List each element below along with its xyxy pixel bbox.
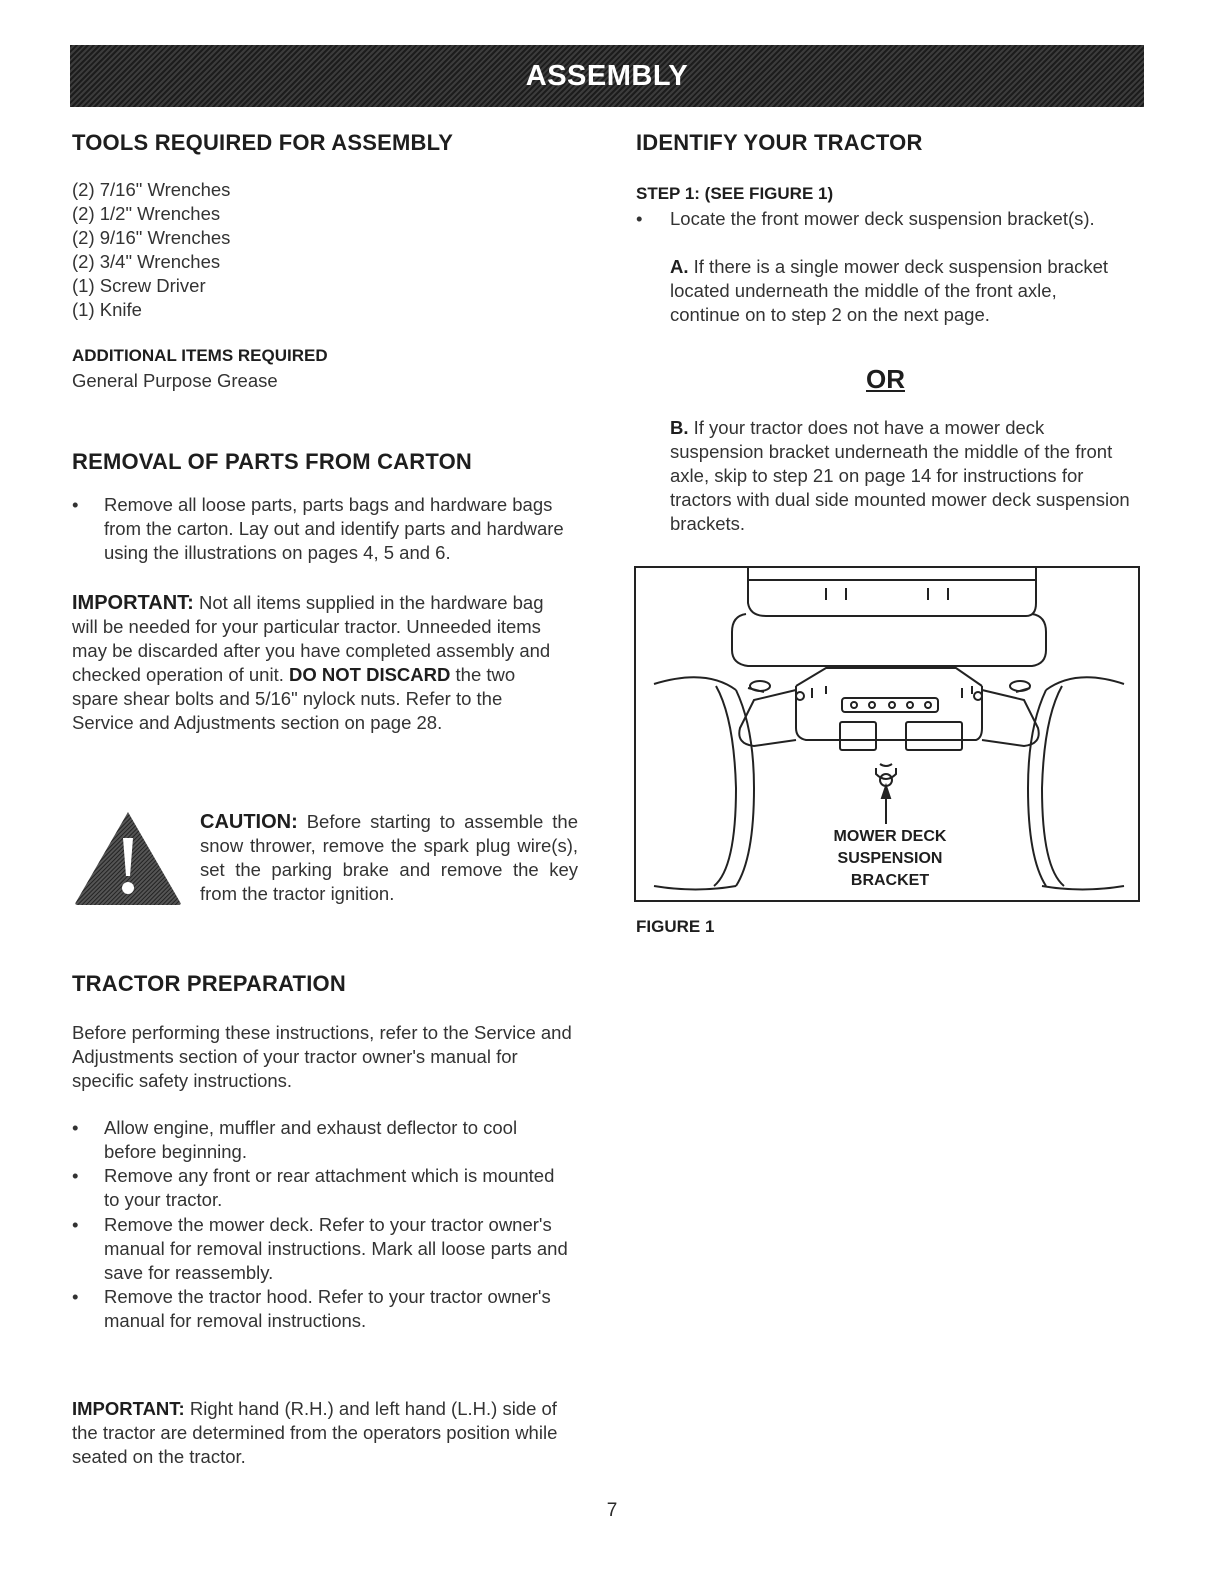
tool-item: (2) 7/16" Wrenches (72, 179, 231, 200)
identify-heading: IDENTIFY YOUR TRACTOR (636, 130, 923, 155)
banner-title: ASSEMBLY (525, 59, 689, 92)
option-a-text: If there is a single mower deck suspension bracket located underneath the middle of the front axle, continue on to step 2 on the next page. (670, 256, 1109, 325)
caution-label: CAUTION: (200, 811, 298, 833)
preparation-bullet-text: Remove the mower deck. Refer to your tractor owner's manual for removal instructions. Mark all loose parts and save for reassembly. (104, 1214, 568, 1283)
additional-items-text: General Purpose Grease (72, 370, 278, 391)
preparation-bullet (72, 1116, 572, 1164)
option-b-text: If your tractor does not have a mower deck suspension bracket underneath the middle of the front axle, skip to step 21 on page 14 for instructions for tractors with dual side mounted mower deck suspension brackets. (670, 417, 1130, 534)
removal-bullet-text: Remove all loose parts, parts bags and hardware bags from the carton. Lay out and identify parts and hardware using the illustrations on pages 4, 5 and 6. (104, 494, 564, 563)
figure-callout (790, 826, 990, 892)
bullet-icon: • (72, 1165, 79, 1186)
bullet-icon: • (72, 1286, 79, 1307)
tool-item: (2) 3/4" Wrenches (72, 251, 221, 272)
tools-list (72, 178, 230, 322)
bullet-icon: • (72, 1117, 79, 1138)
bullet-icon: • (72, 494, 79, 515)
preparation-intro: Before performing these instructions, refer to the Service and Adjustments section of your tractor owner's manual for specific safety instructions. (72, 1022, 572, 1091)
important-label: IMPORTANT: (72, 592, 194, 614)
removal-important (72, 591, 562, 735)
option-b (670, 416, 1140, 536)
preparation-bullet (72, 1164, 572, 1212)
important-text-continued: the two spare shear bolts and 5/16" nylock nuts. Refer to the Service and Adjustments section on page 28. (72, 664, 516, 733)
option-a (670, 255, 1120, 327)
preparation-bullet-text: Remove any front or rear attachment which is mounted to your tractor. (104, 1165, 555, 1210)
caution-text: Before starting to assemble the snow thrower, remove the spark plug wire(s), set the parking brake and remove the key from the tractor ignition. (200, 811, 578, 904)
identify-bullet (636, 207, 1146, 231)
step-heading: STEP 1: (SEE FIGURE 1) (636, 184, 834, 203)
option-b-label: B. (670, 417, 689, 438)
page-number: 7 (606, 1500, 618, 1521)
preparation-bullet-text: Allow engine, muffler and exhaust deflector to cool before beginning. (104, 1117, 518, 1162)
figure-caption: FIGURE 1 (636, 917, 715, 936)
option-a-label: A. (670, 256, 689, 277)
important-text: Right hand (R.H.) and left hand (L.H.) side of the tractor are determined from the operators position while seated on the tractor. (72, 1398, 558, 1467)
preparation-heading: TRACTOR PREPARATION (72, 971, 346, 996)
tool-item: (1) Knife (72, 299, 142, 320)
important-text: Not all items supplied in the hardware bag will be needed for your particular tractor. Unneeded items may be discarded after you have completed assembly and checked operation of unit. (72, 592, 551, 685)
or-divider: OR (866, 364, 905, 394)
removal-heading: REMOVAL OF PARTS FROM CARTON (72, 449, 472, 474)
bullet-icon: • (636, 208, 643, 229)
bullet-icon: • (72, 1214, 79, 1235)
tool-item: (2) 9/16" Wrenches (72, 227, 231, 248)
do-not-discard: DO NOT DISCARD (289, 664, 451, 685)
callout-line: MOWER DECK (833, 828, 947, 845)
important-label: IMPORTANT: (72, 1398, 185, 1419)
callout-line: BRACKET (850, 872, 930, 889)
warning-triangle-icon (72, 808, 184, 906)
preparation-bullet (72, 1213, 572, 1285)
additional-items-heading: ADDITIONAL ITEMS REQUIRED (72, 346, 328, 365)
preparation-bullet-text: Remove the tractor hood. Refer to your tractor owner's manual for removal instructions. (104, 1286, 551, 1331)
identify-bullet-text: Locate the front mower deck suspension bracket(s). (670, 208, 1095, 229)
tool-item: (2) 1/2" Wrenches (72, 203, 221, 224)
preparation-important (72, 1397, 572, 1469)
caution-block (200, 810, 578, 906)
tool-item: (1) Screw Driver (72, 275, 206, 296)
section-banner (70, 45, 1144, 107)
callout-line: SUSPENSION (837, 850, 943, 867)
removal-bullet (72, 493, 572, 565)
preparation-bullet (72, 1285, 572, 1333)
tools-heading: TOOLS REQUIRED FOR ASSEMBLY (72, 130, 454, 155)
